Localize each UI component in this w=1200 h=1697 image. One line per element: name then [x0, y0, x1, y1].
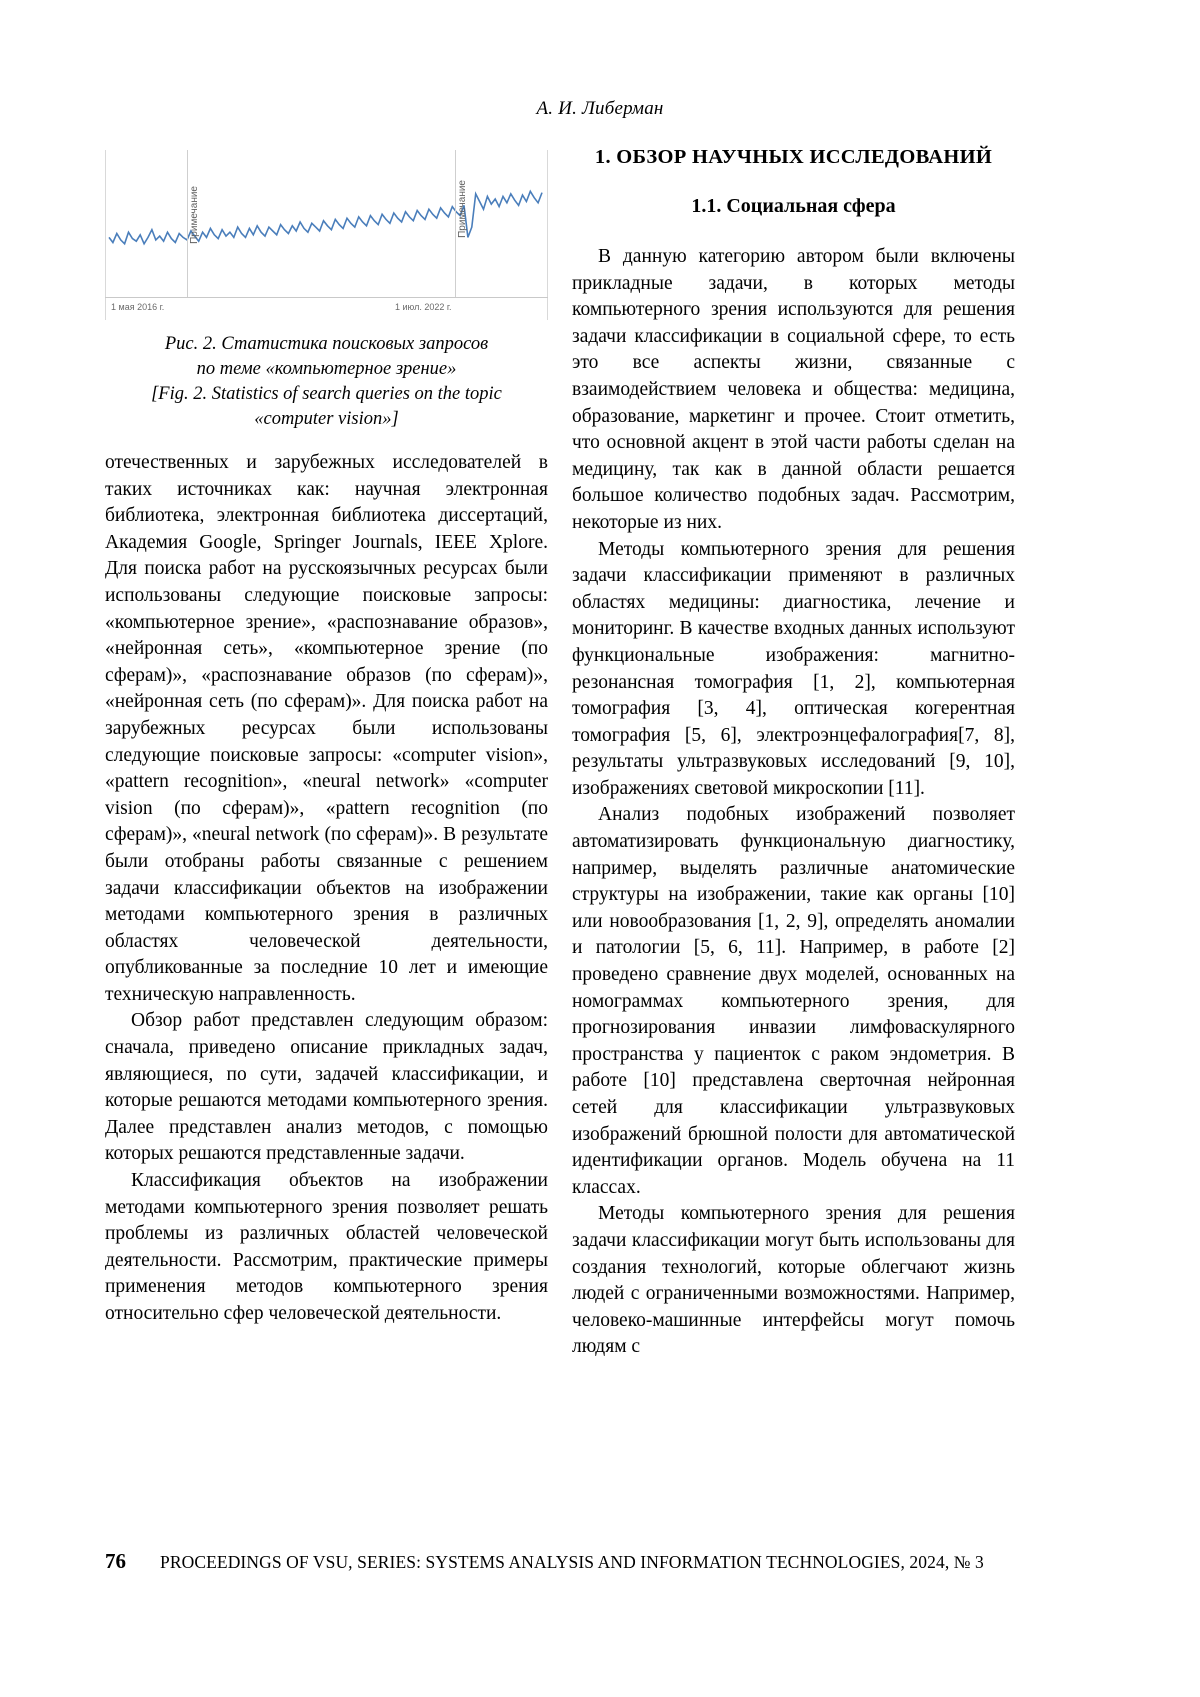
chart-x-tick-labels — [105, 300, 548, 318]
chart-tick-right: 1 июл. 2022 г. — [395, 302, 452, 312]
paragraph: Обзор работ представлен следующим образом: сначала, приведено описание прикладных задач, являющиеся, по сути, задачей классификации, и которые решаются методами компьютерного зрения. Далее представлен анализ методов, с помощью которых решаются представленные задачи. — [105, 1010, 548, 1165]
figure-caption-line: по теме «компьютерное зрение» — [196, 359, 457, 379]
journal-footer-text: PROCEEDINGS OF VSU, SERIES: SYSTEMS ANALYSIS AND INFORMATION TECHNOLOGIES, 2024, № 3 — [160, 1552, 984, 1572]
section-heading: 1. ОБЗОР НАУЧНЫХ ИССЛЕДОВАНИЙ — [594, 146, 993, 168]
figure-caption-line: [Fig. 2. Statistics of search queries on the topic — [151, 384, 502, 404]
two-column-body — [105, 142, 1115, 1442]
chart-tick-left: 1 мая 2016 г. — [111, 302, 165, 312]
figure-2 — [105, 150, 548, 320]
chart-plot — [105, 150, 548, 298]
paragraph: Методы компьютерного зрения для решения задачи классификации могут быть использованы для создания технологий, которые облегчают жизнь людей с ограниченными возможностями. Например, человеко-машинные интерфейсы могут помочь людям с — [572, 1203, 1015, 1358]
paragraph: В данную категорию автором были включены прикладные задачи, в которых методы компьютерного зрения используются для решения задачи классификации в социальной сфере, то есть это все аспекты жизни, связанные с взаимодействием человека и общества: медицина, образование, маркетинг и прочее. Стоит отметить, что основной акцент в этой части работы сделан на медицину, так как в данной области решается большое количество подобных задач. Рассмотрим, некоторые из них. — [572, 246, 1015, 533]
chart-marker-line-2 — [455, 150, 456, 298]
figure-caption-line: Рис. 2. Статистика поисковых запросов — [164, 334, 489, 354]
chart-annotation-1: Примечание — [189, 186, 200, 244]
left-column — [105, 142, 548, 1328]
chart-x-axis — [105, 297, 548, 298]
page-footer — [0, 1549, 1200, 1579]
paragraph: Методы компьютерного зрения для решения задачи классификации применяют в различных областях медицины: диагностика, лечение и мониторинг. В качестве входных данных используют функциональные изображения: магнитно-резонансная томография [1, 2], компьютерная томография [3, 4], оптическая когерентная томография [5, 6], электроэнцефалография[7, 8], результаты ультразвуковых исследований [9, 10], изображениях световой микроскопии [11]. — [572, 538, 1015, 799]
running-head: А. И. Либерман — [536, 98, 664, 119]
page-number: 76 — [105, 1549, 126, 1573]
figure-caption-line: «computer vision»] — [254, 409, 399, 429]
chart-marker-line-1 — [187, 150, 188, 298]
paragraph: Классификация объектов на изображении методами компьютерного зрения позволяет решать проблемы из различных областей человеческой деятельности. Рассмотрим, практические примеры применения методов компьютерного зрения относительно сфер человеческой деятельности. — [105, 1170, 548, 1324]
paragraph: отечественных и зарубежных исследователей в таких источниках как: научная электронная библиотека, электронная библиотека диссертаций, Академия Google, Springer Journals, IEEE Xplore. Для поиска работ на русскоязычных ресурсах были использованы следующие поисковые запросы: «компьютерное зрение», «распознавание образов», «нейронная сеть», «компьютерное зрение (по сферам)», «распознавание образов (по сферам)», «нейронная сеть (по сферам)». Для поиска работ на зарубежных ресурсах были использованы следующие поисковые запросы: «computer vision», «pattern recognition», «neural network» «computer vision (по сферам)», «pattern recognition (по сферам)», «neural network (по сферам)». В результате были отобраны работы связанные с решением задачи классификации объектов на изображении методами компьютерного зрения в различных областях человеческой деятельности, опубликованные за последние 10 лет и имеющие техническую направленность. — [105, 452, 548, 1005]
figure-caption — [105, 332, 548, 432]
search-trend-line-chart — [105, 150, 548, 298]
right-column — [572, 142, 1015, 1361]
subsection-heading: 1.1. Социальная сфера — [691, 195, 896, 217]
chart-annotation-2: Примечание — [457, 180, 468, 238]
paragraph: Анализ подобных изображений позволяет автоматизировать функциональную диагностику, например, выделять различные анатомические структуры на изображении, такие как органы [10] или новообразования [1, 2, 9], определять аномалии и патологии [5, 6, 11]. Например, в работе [2] проведено сравнение двух моделей, основанных на номограммах компьютерного зрения, для прогнозирования инвазии лимфоваскулярного пространства у пациенток с раком эндометрия. В работе [10] представлена сверточная нейронная сетей для классификации ультразвуковых изображений брюшной полости для автоматической идентификации органов. Модель обучена на 11 классах. — [572, 804, 1015, 1198]
